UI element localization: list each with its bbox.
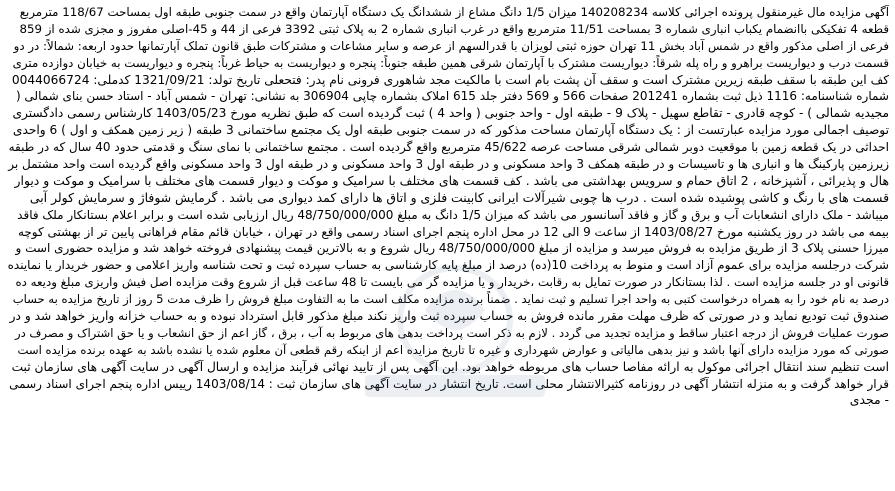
notice-line: صورت عملیات فروش از درجه اعتبار ساقط و مزایده تجدید می گردد . لازم به ذکر است پرداخت بدهی های مربوط به آب ، برق ، گاز اعم از حق انشعاب و یا حق اشتراک و مصرف در <box>14 325 889 340</box>
notice-line: - مجدی <box>849 392 889 408</box>
notice-line: آگهی مزایده مال غیرمنقول پرونده اجرائی کلاسه 140208234 میزان 1/5 دانگ مشاع از ششدانگ یک دستگاه آپارتمان واقع در سمت جنوبی طبقه اول بمساحت 118/67 مترمربع <box>19 5 889 19</box>
notice-line: کف این طبقه با سقف طبقه زیرین مشترک است و سقف آن پشت بام است با مالکیت مجد شاهوری فرونی نام پدر: فتحعلی تاریخ تولد: 1321/09/21 کدملی: 0044066724 <box>11 72 889 87</box>
notice-line: توصیف اجمالی مورد مزایده عبارتست از : یک دستگاه آپارتمان مساحت مذکور که در سمت جنوبی طبقه اول یک مجتمع ساختمانی 3 طبقه ( زیر زمین همکف و اول ) 6 واحدی <box>12 123 889 138</box>
notice-line: شرکت درجلسه مزایده برای عموم آزاد است و منوط به پرداخت 10(ده) درصد از مبلغ پایه کارشناسی به حساب سپرده ثبت و تحت شناسه واریز اعلامی و حضور خریدار یا نماینده <box>7 258 889 273</box>
notice-line: قرار خواهد گرفت و به منزله انتشار آگهی در روزنامه کثیرالانتشار محلی است. تاریخ انتشار در سایت آگهی های سازمان ثبت : 1403/08/14 رییس اداره پنجم اجرای اسناد رسمی <box>9 376 889 391</box>
notice-line: درصد به نام خود را به همراه درخواست کتبی به واحد اجرا تسلیم و ثبت نماید . ضمناً برنده مزایده مکلف است ما به التفاوت مبلغ فروش را ظرف مدت 5 روز از تاریخ مزایده به حساب <box>12 292 889 307</box>
notice-line: است تنظیم سند انتقال اجرائی موکول به ارائه مفاصا حساب های مربوطه خواهد بود. این آگهی پس از تایید نهائی فرآیند مزایده و ارسال آگهی در سایت آگهی های سازمان ثبت <box>11 359 889 374</box>
notice-line: احداثی در یک قطعه زمین با موقعیت دوبر شمالی شرقی مساحت عرصه 45/622 مترمربع واقع گردیده است . مجتمع ساختمانی با نمای سنگ و قدمتی حدود 40 سال که در طبقه <box>8 140 889 155</box>
notice-line: شماره شناسنامه: 1116 ذیل ثبت بشماره 201241 صفحات 566 و 569 دفتر جلد 615 املاک بشماره چاپی 306904 به نشانی: تهران - شمس آباد - استاد حسن بنای شمالی ( <box>15 89 889 104</box>
notice-line: قانونی او در جلسه مزایده است . لذا بستانکار در صورت تمایل به رقابت ،خریدار و یا مزایده گر می بایست تا 48 ساعت قبل از شروع وقت مزایده اصل فیش واریزی مبلغ ودیعه ده <box>15 275 889 290</box>
auction-notice-text <box>6 4 889 488</box>
notice-line: زیرزمین پارکینگ ها و انباری ها و تاسیسات و در طبقه همکف 3 واحد مسکونی و در طبقه اول 3 واحد مسکونی و در طبقه اول 3 واحد مسکونی واقع گردیده است واحد مشتمل بر <box>8 157 889 172</box>
notice-line: قطعه 4 تفکیکی باانضمام یکباب انباری شماره 3 بمساحت 11/51 مترمربع واقع در غرب انباری شماره 2 به پلاک ثبتی 3392 فرعی از 44 و 45-اصلی مفروز و مجزی شده از 859 <box>19 21 889 36</box>
notice-line: هال و پذیرائی ، آشپزخانه ، 2 اتاق حمام و سرویس بهداشتی می باشد . کف قسمت های مختلف با سرامیک و موکت و دیوار قسمت های مختلف با سرامیک و موکت و دیوار <box>14 172 889 188</box>
notice-line: بیمه می باشد در روز یکشنبه مورخ 1403/08/27 از ساعت 9 الی 12 در محل اداره پنجم اجرای اسناد رسمی واقع در تهران ، خیابان قائم مقام فراهانی پایین تر از بهشتی کوچه <box>17 224 889 239</box>
notice-line: فرعی از اصلی مذکور واقع در شمس آباد بخش 11 تهران حوزه ثبتی لویزان با قدرالسهم از عرصه و سایر مشاعات و مشترکات طبق قانون تملک آپارتمانها حدود اربعه: شمالاً: در دو <box>13 38 889 53</box>
notice-line: صندوق ثبت تودیع نماید و در صورتی که ظرف مهلت مقرر مانده فروش به حساب سپرده ثبت واریز نکند مبلغ مذکور قابل استرداد نبوده و به حساب خزانه واریز خواهد شد و در <box>9 309 889 324</box>
notice-line: قسمت های با رنگ و کاشی پوشیده شده است . درب ها چوبی شیرآلات ایرانی کابینت فلزی و اتاق ها دارای کمد دیواری می باشد . گرمایش شوفاژ و سرمایش کولر آبی <box>29 189 889 205</box>
notice-line: صورتی که مورد مزایده دارای آنها باشد و نیز بدهی مالیاتی و عوارض شهرداری و غیره تا تاریخ مزایده اعم از اینکه رقم قطعی آن معلوم شده یا نشده باشد به عهده برنده مزایده است <box>17 342 889 357</box>
notice-line: مجیدیه شمالی ) - کوچه قادری - تقاطع سهیل - پلاک 9 - طبقه اول - واحد جنوبی ( واحد 4 ) ثبت گردیده است که طبق نظریه مورخ 1403/05/23 کارشناس رسمی دادگستری <box>12 106 889 121</box>
notice-line: میباشد - ملک دارای انشعابات آب و برق و گاز و فاقد آسانسور می باشد که میزان 1/5 دانگ به مبلغ 48/750/000/000 ریال ارزیابی شده است و برابر اعلام بستانکار ملک فاقد <box>17 207 889 222</box>
notice-line: قسمت درب و دیواریست براهرو و راه پله شرقاً: دیواریست مشترک با آپارتمان شرقی همین طبقه جنوباً: پنجره و دیواریست به حیاط غرباً: پنجره و دیواریست به خیابان دوازده متری <box>12 55 889 70</box>
notice-line: میرزا حسنی پلاک 3 از طریق مزایده به فروش میرسد و مزایده از مبلغ 48/750/000/000 ریال شروع و به بالاترین قیمت پیشنهادی فروخته خواهد شد و مزایده حضوری است و <box>15 241 889 256</box>
